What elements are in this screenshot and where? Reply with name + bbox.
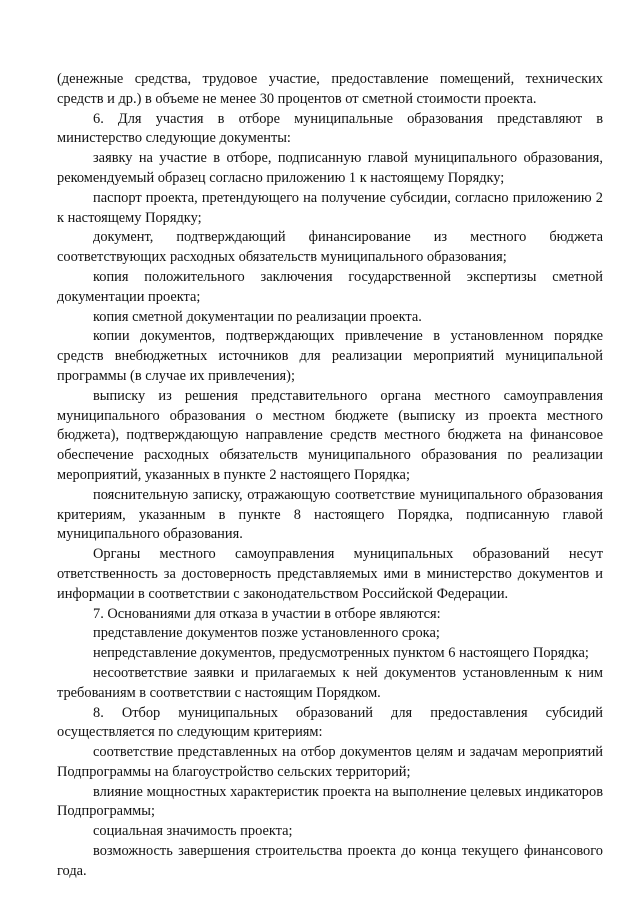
paragraph-non-submission: непредставление документов, предусмотренных пунктом 6 настоящего Порядка; xyxy=(93,645,589,662)
document-body xyxy=(57,70,603,882)
paragraph-application: заявку на участие в отборе, подписанную главой муниципального образования, рекомендуемый образец согласно приложению 1 к настоящему Порядку; xyxy=(57,150,603,186)
paragraph-item-6: 6. Для участия в отборе муниципальные образования представляют в министерство следующие документы: xyxy=(57,110,603,147)
paragraph-budget-extract: выписку из решения представительного органа местного самоуправления муниципального образования о местном бюджете (выписку из проекта местного бюджета), подтверждающую направление средств местного бюджета на финансовое обеспечение расходных обязательств муниципального образования по реализации мероприятий, указанных в пункте 2 настоящего Порядка; xyxy=(57,387,603,483)
paragraph-item-8: 8. Отбор муниципальных образований для предоставления субсидий осуществляется по следующим критериям: xyxy=(57,704,603,741)
paragraph-criterion-social: социальная значимость проекта; xyxy=(93,823,293,840)
paragraph-criterion-capacity: влияние мощностных характеристик проекта на выполнение целевых индикаторов Подпрограммы; xyxy=(57,783,603,820)
paragraph-project-passport: паспорт проекта, претендующего на получение субсидии, согласно приложению 2 к настоящему Порядку; xyxy=(57,189,603,226)
paragraph-criterion-goals: соответствие представленных на отбор документов целям и задачам мероприятий Подпрограммы на благоустройство сельских территорий; xyxy=(57,744,603,780)
paragraph-explanatory-note: пояснительную записку, отражающую соответствие муниципального образования критериям, указанным в пункте 8 настоящего Порядка, подписанную главой муниципального образования. xyxy=(57,486,603,543)
paragraph-item-7: 7. Основаниями для отказа в участии в отборе являются: xyxy=(93,605,441,622)
paragraph-non-compliance: несоответствие заявки и прилагаемых к ней документов установленным к ним требованиям в соответствии с настоящим Порядком. xyxy=(57,664,603,701)
paragraph-estimate-copy: копия сметной документации по реализации проекта. xyxy=(93,308,422,325)
paragraph-expertise-copy: копия положительного заключения государственной экспертизы сметной документации проекта; xyxy=(57,268,603,305)
paragraph-funding-continuation: (денежные средства, трудовое участие, предоставление помещений, технических средств и др.) в объеме не менее 30 процентов от сметной стоимости проекта. xyxy=(57,71,603,107)
paragraph-extrabudgetary-copies: копии документов, подтверждающих привлечение в установленном порядке средств внебюджетных источников для реализации мероприятий муниципальной программы (в случае их привлечения); xyxy=(57,328,603,384)
paragraph-responsibility: Органы местного самоуправления муниципальных образований несут ответственность за достоверность представляемых ими в министерство документов и информации в соответствии с законодательством Российской Федерации. xyxy=(57,546,603,602)
paragraph-late-submission: представление документов позже установленного срока; xyxy=(93,625,440,642)
paragraph-budget-document: документ, подтверждающий финансирование из местного бюджета соответствующих расходных обязательств муниципального образования; xyxy=(57,229,603,266)
paragraph-criterion-completion: возможность завершения строительства проекта до конца текущего финансового года. xyxy=(57,843,603,879)
